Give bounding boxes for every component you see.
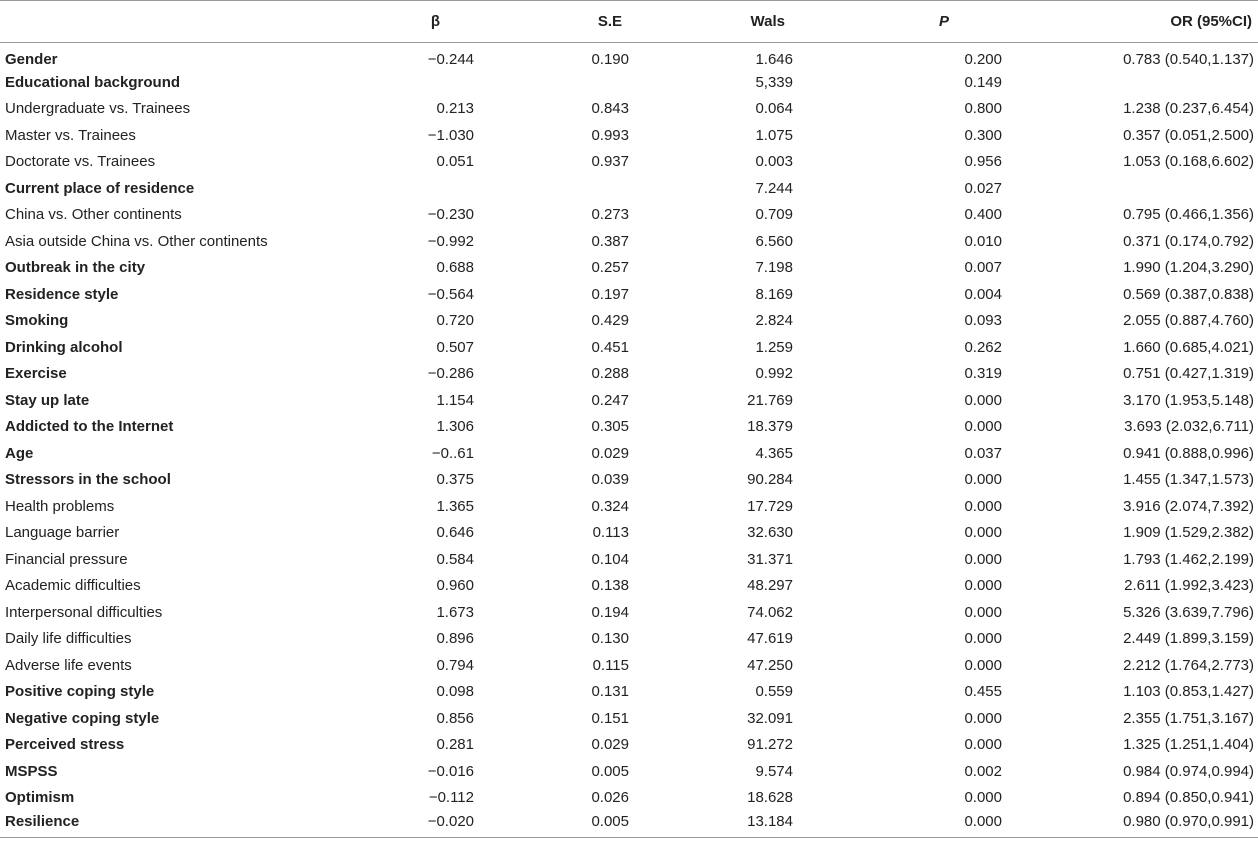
cell-variable: Stay up late: [5, 391, 90, 409]
cell-variable: Health problems: [5, 497, 115, 515]
cell-p: 0.300: [964, 126, 1002, 144]
cell-se: 0.039: [591, 471, 629, 489]
cell-variable: Gender: [5, 51, 58, 68]
cell-beta: −0..61: [431, 444, 474, 462]
cell-p: 0.262: [964, 338, 1002, 356]
cell-wals: 8.169: [755, 285, 793, 303]
cell-wals: 0.003: [755, 153, 793, 171]
cell-beta: 0.507: [436, 338, 474, 356]
cell-beta: 0.213: [436, 100, 474, 118]
cell-wals: 74.062: [747, 603, 793, 621]
table-row: [0, 334, 1258, 361]
cell-p: 0.000: [793, 811, 1002, 838]
cell-wals: 4.365: [755, 444, 793, 462]
cell-variable: Interpersonal difficulties: [5, 603, 163, 621]
cell-p: 0.010: [964, 232, 1002, 250]
cell-p: 0.000: [964, 709, 1002, 727]
cell-wals: 32.630: [747, 524, 793, 542]
table-row: [0, 679, 1258, 706]
cell-se: 0.138: [591, 577, 629, 595]
cell-variable: Asia outside China vs. Other continents: [5, 232, 268, 250]
table-row: [0, 785, 1258, 812]
cell-p: 0.000: [964, 418, 1002, 436]
cell-or: [1002, 175, 1258, 202]
cell-se: 0.029: [591, 444, 629, 462]
cell-variable: Language barrier: [5, 524, 120, 542]
cell-variable: Master vs. Trainees: [5, 126, 136, 144]
cell-beta: 0.584: [436, 550, 474, 568]
cell-se: 0.247: [591, 391, 629, 409]
cell-beta: 0.098: [436, 683, 474, 701]
table-row: [0, 732, 1258, 759]
cell-or: 2.055 (0.887,4.760): [1123, 312, 1254, 330]
cell-p: 0.007: [964, 259, 1002, 277]
table-row: [0, 599, 1258, 626]
cell-variable: Daily life difficulties: [5, 630, 132, 648]
cell-wals: 47.619: [747, 630, 793, 648]
cell-or: 1.793 (1.462,2.199): [1123, 550, 1254, 568]
cell-variable: Academic difficulties: [5, 577, 141, 595]
cell-wals: 6.560: [755, 232, 793, 250]
cell-se: 0.993: [591, 126, 629, 144]
cell-wals: 0.064: [755, 100, 793, 118]
table-row: [0, 626, 1258, 653]
cell-or: 3.916 (2.074,7.392): [1123, 497, 1254, 515]
cell-or: 2.449 (1.899,3.159): [1123, 630, 1254, 648]
cell-se: 0.937: [591, 153, 629, 171]
cell-wals: 1.646: [755, 51, 793, 68]
cell-variable: Addicted to the Internet: [5, 418, 174, 436]
cell-p: 0.400: [964, 206, 1002, 224]
table-row: [0, 546, 1258, 573]
cell-se: 0.005: [591, 762, 629, 780]
cell-beta: 0.375: [436, 471, 474, 489]
cell-or: 0.980 (0.970,0.991): [1002, 811, 1258, 838]
header-or: OR (95%CI): [1002, 1, 1258, 43]
cell-p: 0.800: [964, 100, 1002, 118]
cell-se: 0.194: [591, 603, 629, 621]
cell-or: 3.693 (2.032,6.711): [1124, 418, 1254, 436]
cell-se: 0.288: [591, 365, 629, 383]
header-wals: Wals: [629, 1, 793, 43]
cell-or: 0.795 (0.466,1.356): [1123, 206, 1254, 224]
cell-variable: Smoking: [5, 312, 69, 330]
cell-wals: 9.574: [755, 762, 793, 780]
cell-or: 0.371 (0.174,0.792): [1123, 232, 1254, 250]
table-row: [0, 811, 1258, 838]
cell-wals: 1.259: [755, 338, 793, 356]
cell-or: 1.053 (0.168,6.602): [1123, 153, 1254, 171]
cell-variable: MSPSS: [5, 762, 58, 780]
cell-variable: Undergraduate vs. Trainees: [5, 100, 191, 118]
cell-or: 2.355 (1.751,3.167): [1123, 709, 1254, 727]
cell-beta: −0.244: [427, 51, 474, 68]
cell-wals: 7.198: [755, 259, 793, 277]
cell-se: [476, 69, 629, 96]
cell-or: 1.909 (1.529,2.382): [1123, 524, 1254, 542]
cell-beta: 1.673: [436, 603, 474, 621]
cell-beta: [315, 69, 476, 96]
cell-p: 0.004: [964, 285, 1002, 303]
cell-wals: 17.729: [747, 497, 793, 515]
cell-p: 0.319: [964, 365, 1002, 383]
cell-p: 0.149: [964, 73, 1002, 91]
cell-se: 0.130: [591, 630, 629, 648]
cell-or: 1.238 (0.237,6.454): [1123, 100, 1254, 118]
cell-or: 2.611 (1.992,3.423): [1124, 577, 1254, 595]
cell-or: 1.103 (0.853,1.427): [1123, 683, 1254, 701]
cell-beta: −0.016: [427, 762, 474, 780]
cell-variable: Outbreak in the city: [5, 259, 146, 277]
cell-p: 0.956: [964, 153, 1002, 171]
cell-p: 0.000: [964, 603, 1002, 621]
cell-wals: 18.628: [747, 789, 793, 807]
cell-p: 0.093: [964, 312, 1002, 330]
cell-se: 0.429: [591, 312, 629, 330]
cell-se: 0.113: [592, 524, 629, 542]
cell-p: 0.200: [964, 51, 1002, 68]
cell-se: 0.005: [476, 811, 629, 838]
cell-variable: Drinking alcohol: [5, 338, 123, 356]
table-row: [0, 149, 1258, 176]
cell-wals: 21.769: [747, 391, 793, 409]
cell-se: 0.026: [591, 789, 629, 807]
cell-p: 0.000: [964, 550, 1002, 568]
table-row: [0, 440, 1258, 467]
cell-or: 0.751 (0.427,1.319): [1123, 365, 1254, 383]
cell-variable: Negative coping style: [5, 709, 160, 727]
cell-se: 0.257: [591, 259, 629, 277]
cell-se: 0.273: [591, 206, 629, 224]
cell-p: 0.000: [964, 471, 1002, 489]
table-row: [0, 758, 1258, 785]
cell-beta: 0.794: [436, 656, 474, 674]
cell-p: 0.027: [964, 179, 1002, 197]
cell-or: 0.894 (0.850,0.941): [1123, 789, 1254, 807]
table-row: [0, 122, 1258, 149]
cell-beta: −0.020: [315, 811, 476, 838]
cell-beta: 0.281: [436, 736, 474, 754]
cell-beta: 0.856: [436, 709, 474, 727]
cell-or: 3.170 (1.953,5.148): [1123, 391, 1254, 409]
cell-variable: Perceived stress: [5, 736, 125, 754]
table-row: [0, 202, 1258, 229]
cell-beta: 0.646: [436, 524, 474, 542]
cell-variable: Financial pressure: [5, 550, 128, 568]
cell-wals: 7.244: [755, 179, 793, 197]
cell-or: 0.941 (0.888,0.996): [1123, 444, 1254, 462]
cell-beta: −0.112: [428, 789, 474, 807]
cell-p: 0.000: [964, 497, 1002, 515]
cell-beta: 1.306: [436, 418, 474, 436]
cell-beta: [315, 175, 476, 202]
cell-beta: −0.564: [427, 285, 474, 303]
header-p: P: [793, 1, 1002, 43]
cell-se: [476, 175, 629, 202]
cell-p: 0.000: [964, 577, 1002, 595]
table-header: [0, 1, 1258, 43]
cell-beta: 1.154: [436, 391, 474, 409]
table-row: [0, 175, 1258, 202]
cell-p: 0.000: [964, 736, 1002, 754]
cell-wals: 91.272: [747, 736, 793, 754]
cell-beta: −0.992: [427, 232, 474, 250]
cell-p: 0.000: [964, 391, 1002, 409]
cell-se: 0.131: [591, 683, 629, 701]
cell-se: 0.324: [591, 497, 629, 515]
cell-variable: Positive coping style: [5, 683, 155, 701]
cell-se: 0.305: [591, 418, 629, 436]
cell-beta: 0.960: [436, 577, 474, 595]
cell-wals: 1.075: [755, 126, 793, 144]
cell-variable: China vs. Other continents: [5, 206, 182, 224]
header-se: S.E: [476, 1, 629, 43]
cell-p: 0.455: [964, 683, 1002, 701]
cell-variable: Educational background: [5, 73, 181, 91]
table-row: [0, 281, 1258, 308]
table-row: [0, 467, 1258, 494]
table-row: [0, 361, 1258, 388]
header-row: [0, 1, 1258, 43]
cell-p: 0.000: [964, 630, 1002, 648]
cell-or: 1.990 (1.204,3.290): [1123, 259, 1254, 277]
cell-wals: 47.250: [747, 656, 793, 674]
table-row: [0, 387, 1258, 414]
cell-wals: 32.091: [747, 709, 793, 727]
cell-variable: Doctorate vs. Trainees: [5, 153, 156, 171]
cell-se: 0.451: [591, 338, 629, 356]
cell-variable: Residence style: [5, 285, 119, 303]
cell-p: 0.002: [964, 762, 1002, 780]
cell-wals: 0.559: [755, 683, 793, 701]
cell-or: 2.212 (1.764,2.773): [1123, 656, 1254, 674]
table-row: [0, 493, 1258, 520]
cell-variable: Age: [5, 444, 34, 462]
cell-wals: 90.284: [747, 471, 793, 489]
table-row: [0, 308, 1258, 335]
cell-beta: −1.030: [427, 126, 474, 144]
cell-wals: 31.371: [747, 550, 793, 568]
cell-p: 0.000: [964, 789, 1002, 807]
cell-se: 0.151: [591, 709, 629, 727]
cell-or: [1002, 69, 1258, 96]
cell-or: 0.569 (0.387,0.838): [1123, 285, 1254, 303]
cell-beta: 1.365: [436, 497, 474, 515]
cell-wals: 18.379: [747, 418, 793, 436]
cell-se: 0.115: [592, 656, 629, 674]
cell-beta: −0.286: [427, 365, 474, 383]
cell-beta: 0.051: [436, 153, 474, 171]
cell-or: 1.455 (1.347,1.573): [1123, 471, 1254, 489]
cell-p: 0.000: [964, 656, 1002, 674]
cell-se: 0.843: [591, 100, 629, 118]
cell-variable: Stressors in the school: [5, 471, 171, 489]
table-row: [0, 573, 1258, 600]
table-row: [0, 43, 1258, 70]
cell-or: 0.783 (0.540,1.137): [1123, 51, 1254, 68]
cell-wals: 13.184: [629, 811, 793, 838]
cell-se: 0.104: [591, 550, 629, 568]
cell-or: 5.326 (3.639,7.796): [1123, 603, 1254, 621]
cell-variable: Exercise: [5, 365, 67, 383]
table-body: [0, 43, 1258, 838]
table-row: [0, 228, 1258, 255]
header-variable: [0, 1, 315, 43]
cell-or: 1.325 (1.251,1.404): [1123, 736, 1254, 754]
cell-wals: 0.992: [755, 365, 793, 383]
cell-wals: 2.824: [755, 312, 793, 330]
cell-se: 0.197: [591, 285, 629, 303]
cell-wals: 48.297: [747, 577, 793, 595]
table-row: [0, 652, 1258, 679]
table-row: [0, 520, 1258, 547]
cell-se: 0.387: [591, 232, 629, 250]
cell-variable: Resilience: [0, 811, 315, 838]
cell-beta: 0.688: [436, 259, 474, 277]
cell-or: 0.357 (0.051,2.500): [1123, 126, 1254, 144]
cell-variable: Optimism: [5, 789, 75, 807]
cell-variable: Adverse life events: [5, 656, 132, 674]
cell-variable: Current place of residence: [5, 179, 195, 197]
cell-beta: −0.230: [427, 206, 474, 224]
table-row: [0, 705, 1258, 732]
cell-se: 0.029: [591, 736, 629, 754]
cell-p: 0.037: [964, 444, 1002, 462]
table-row: [0, 255, 1258, 282]
table-row: [0, 414, 1258, 441]
cell-wals: 5,339: [755, 73, 793, 91]
cell-se: 0.190: [591, 51, 629, 68]
table-row: [0, 96, 1258, 123]
cell-beta: 0.896: [436, 630, 474, 648]
cell-wals: 0.709: [755, 206, 793, 224]
cell-or: 0.984 (0.974,0.994): [1123, 762, 1254, 780]
cell-beta: 0.720: [436, 312, 474, 330]
table-row: [0, 69, 1258, 96]
header-beta: β: [315, 1, 476, 43]
cell-or: 1.660 (0.685,4.021): [1123, 338, 1254, 356]
cell-p: 0.000: [964, 524, 1002, 542]
